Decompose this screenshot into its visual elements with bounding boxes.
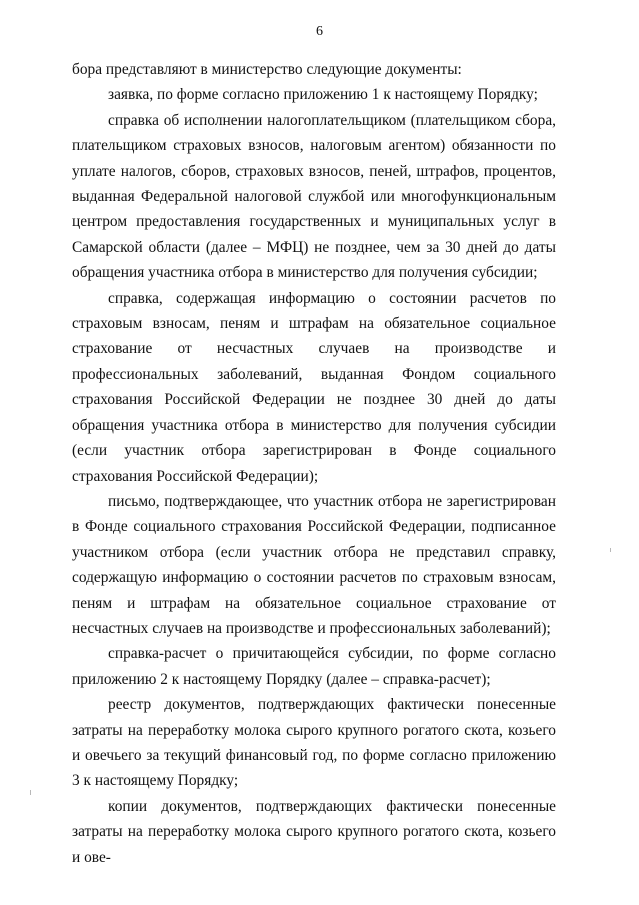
paragraph-non-registration-letter: письмо, подтверждающее, что участник отбора не зарегистрирован в Фонде социального страхования Российской Федерации, подписанное участником отбора (если участник отбора не представил справку, содержащую информацию о состоянии расчетов по страховым взносам, пеням и штрафам на обязательное социальное страхование от несчастных случаев на производстве и профессиональных заболеваний); [72,492,556,637]
paragraph-application-form: заявка, по форме согласно приложению 1 к настоящему Порядку; [108,86,538,104]
scan-mark [610,548,611,552]
paragraph-tax-certificate: справка об исполнении налогоплательщиком (плательщиком сбора, плательщиком страховых взносов, налоговым агентом) обязанности по уплате налогов, сборов, страховых взносов, пеней, штрафов, процентов, выданная Федеральной налоговой службой или многофункциональным центром предоставления государственных и муниципальных услуг в Самарской области (далее – МФЦ) не позднее, чем за 30 дней до даты обращения участника отбора в министерство для получения субсидии; [72,111,556,282]
page-body [72,57,556,870]
paragraph-insurance-certificate: справка, содержащая информацию о состоянии расчетов по страховым взносам, пеням и штрафам на обязательное социальное страхование от несчастных случаев на производстве и профессиональных заболеваний, выданная Фондом социального страхования Российской Федерации не позднее 30 дней до даты обращения участника отбора в министерство для получения субсидии (если участник отбора зарегистрирован в Фонде социального страхования Российской Федерации); [72,289,556,485]
paragraph-document-copies: копии документов, подтверждающих фактически понесенные затраты на переработку молока сырого крупного рогатого скота, козьего и ове- [72,797,556,866]
paragraph-continuation: бора представляют в министерство следующие документы: [72,61,462,78]
scan-mark [30,790,31,795]
page-number: 6 [316,24,323,39]
paragraph-subsidy-calculation: справка-расчет о причитающейся субсидии, по форме согласно приложению 2 к настоящему Порядку (далее – справка-расчет); [72,645,556,688]
paragraph-documents-register: реестр документов, подтверждающих фактически понесенные затраты на переработку молока сырого крупного рогатого скота, козьего и овечьего за текущий финансовый год, по форме согласно приложению 3 к настоящему Порядку; [72,696,556,790]
